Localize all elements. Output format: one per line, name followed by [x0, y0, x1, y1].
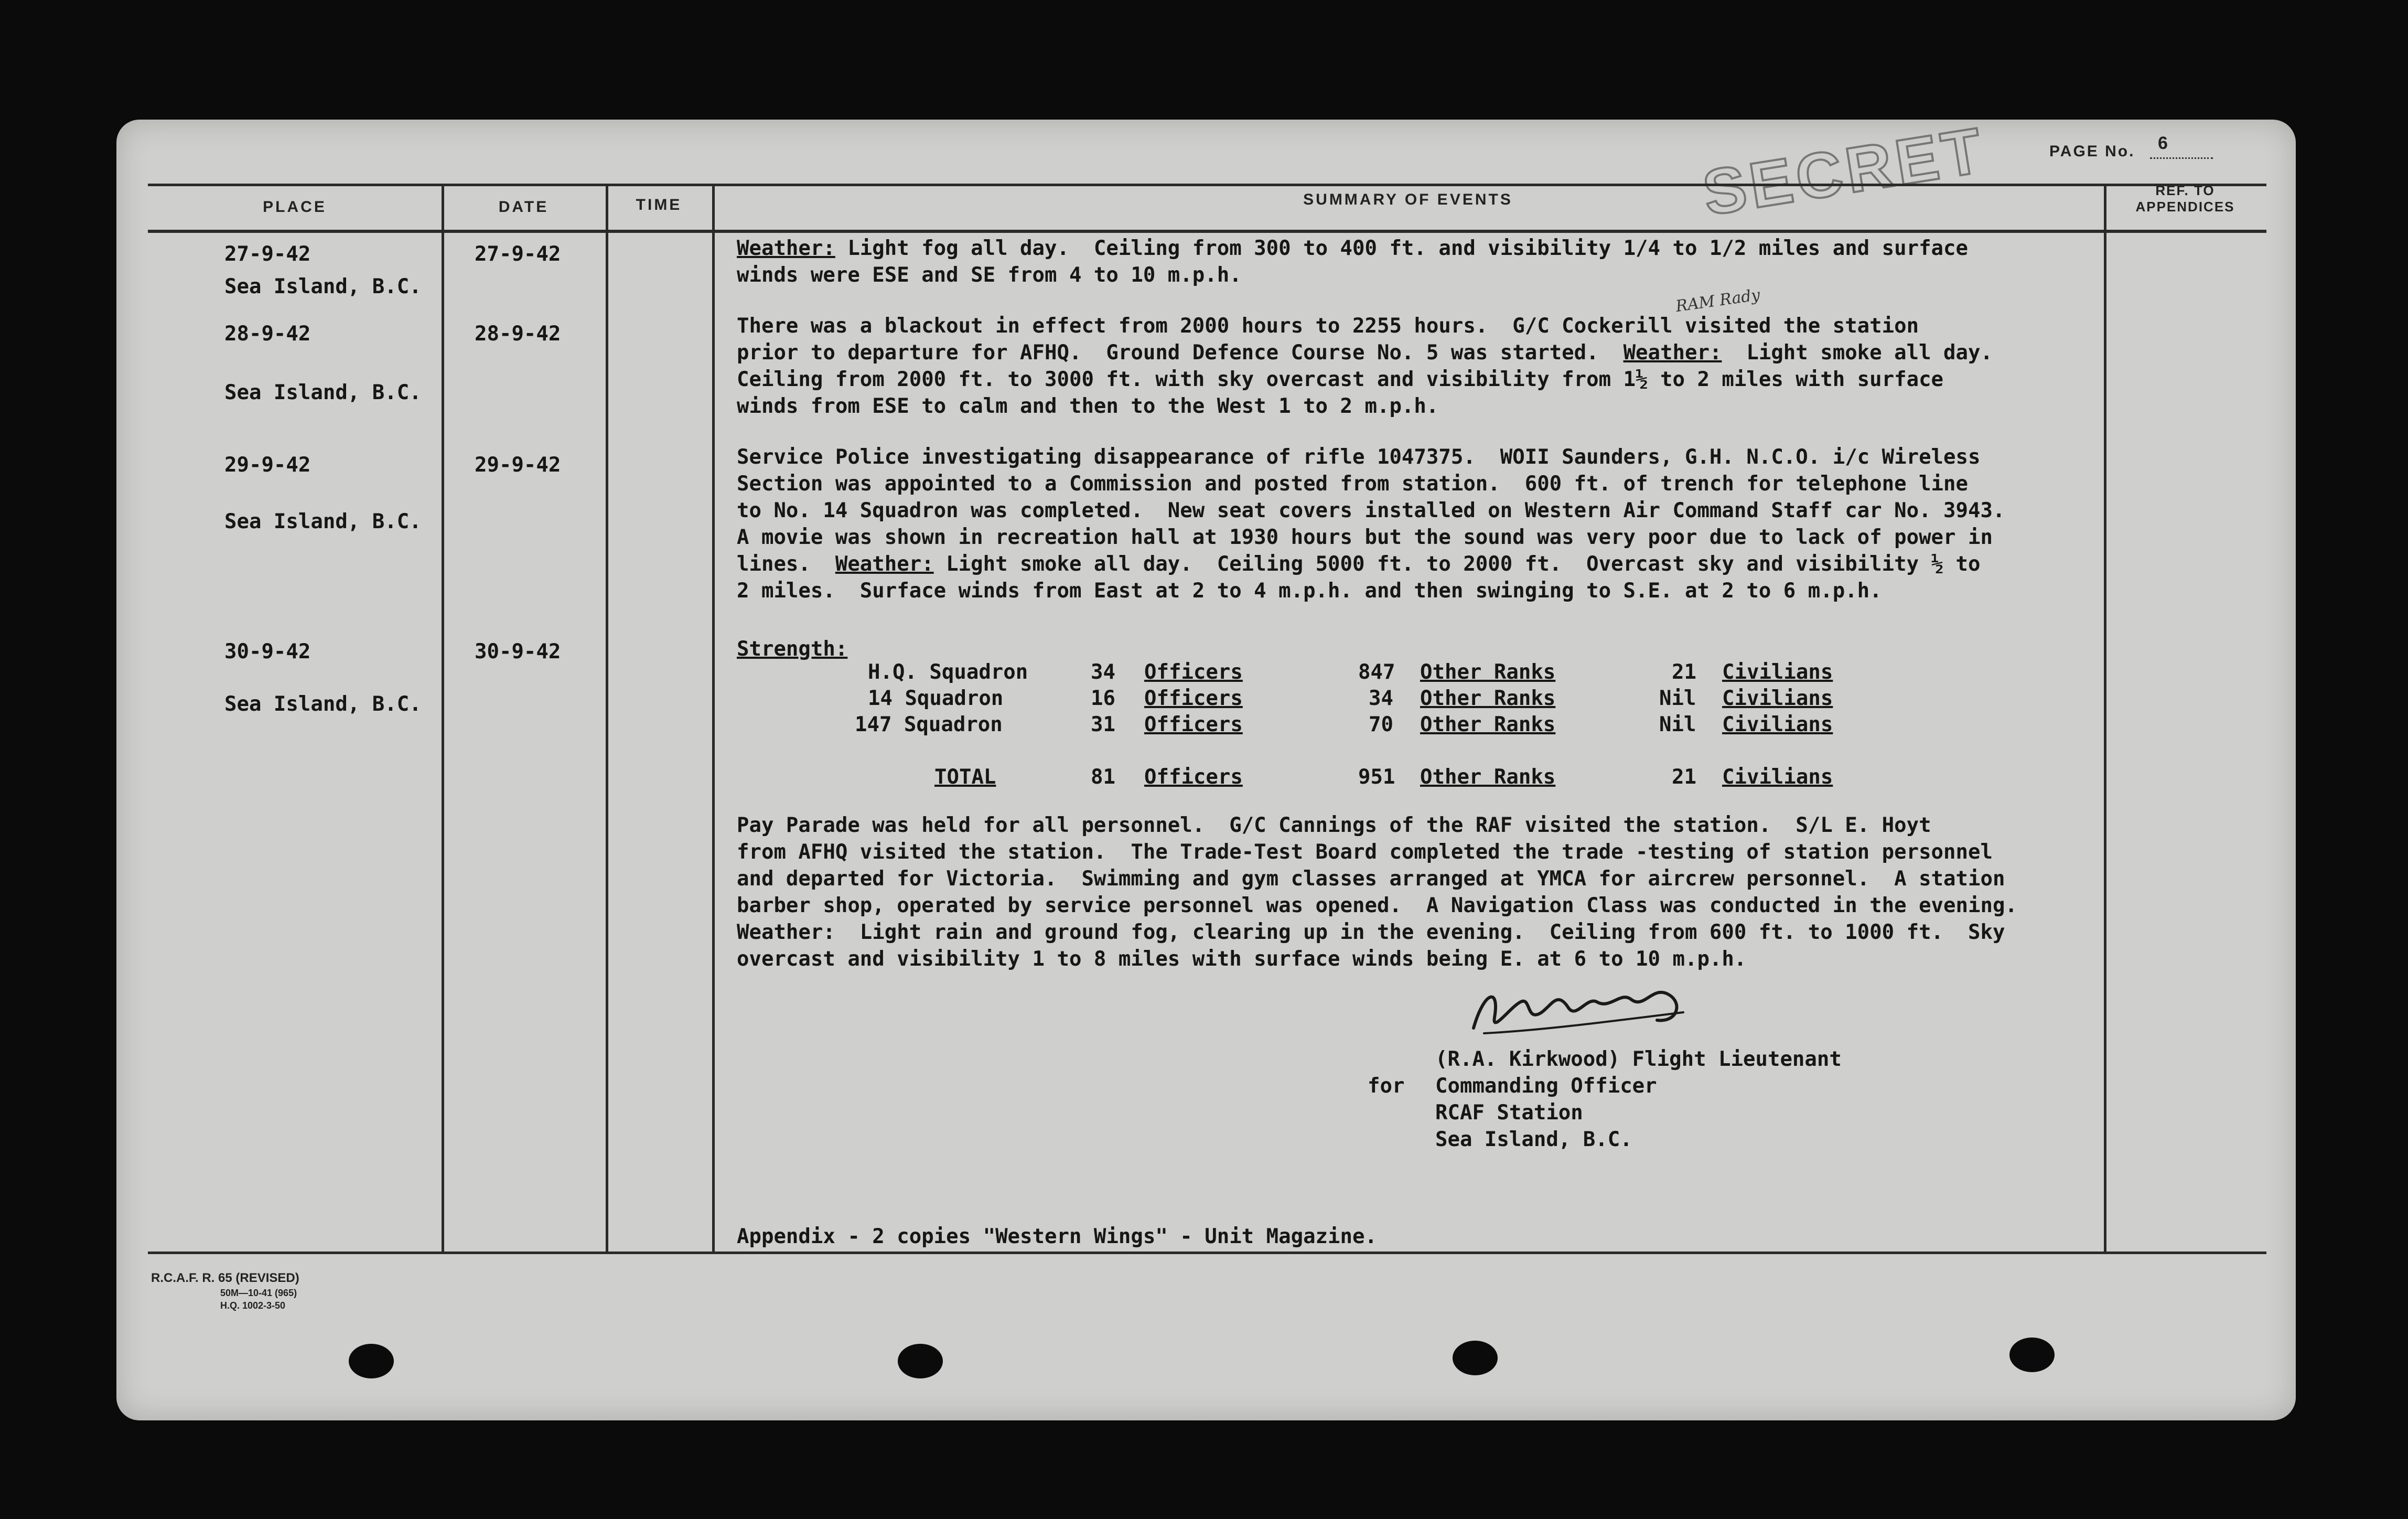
strength-officers: 16 — [1091, 687, 1115, 710]
signature-for: for — [1368, 1074, 1405, 1098]
form-hq-code: H.Q. 1002-3-50 — [220, 1300, 286, 1311]
strength-unit: 14 Squadron — [868, 687, 1004, 710]
strength-officers-label: Officers — [1144, 687, 1243, 710]
table-bottom-rule — [148, 1251, 2266, 1254]
summary-text: winds from ESE to calm and then to the West 1 to 2 m.p.h. — [737, 394, 1439, 418]
summary-text: winds were ESE and SE from 4 to 10 m.p.h. — [737, 263, 1242, 287]
entry-4-place-date: 30-9-42 — [224, 640, 311, 664]
strength-officers: 31 — [1091, 713, 1115, 736]
handwritten-signature — [1463, 970, 1704, 1049]
strength-civilians: Nil — [1659, 687, 1696, 710]
strength-unit: H.Q. Squadron — [868, 660, 1028, 684]
date-column-header: DATE — [498, 198, 549, 216]
summary-column-header: SUMMARY OF EVENTS — [1303, 191, 1513, 208]
strength-civilians-label: Civilians — [1722, 660, 1833, 684]
weather-label: Weather: — [1623, 341, 1722, 365]
page-number-rule — [2150, 157, 2213, 159]
signature-name-line: (R.A. Kirkwood) Flight Lieutenant — [1435, 1047, 1842, 1071]
strength-civilians-label: Civilians — [1722, 713, 1833, 736]
weather-label: Weather: — [835, 552, 934, 576]
entry-2-date: 28-9-42 — [475, 322, 561, 346]
summary-text: Pay Parade was held for all personnel. G/C Cannings of the RAF visited the station. S/L E. Hoyt — [737, 814, 1931, 837]
binder-hole — [898, 1344, 943, 1378]
summary-text: Light smoke all day. — [1722, 341, 1993, 365]
handwritten-annotation: RAM Rady — [1674, 285, 1761, 316]
form-number: R.C.A.F. R. 65 (REVISED) — [151, 1271, 299, 1285]
page-number: 6 — [2158, 133, 2169, 153]
strength-civilians: 21 — [1672, 660, 1696, 684]
summary-entry-1 — [737, 235, 1968, 288]
strength-total-civilians-label: Civilians — [1722, 765, 1833, 789]
strength-unit: 147 Squadron — [855, 713, 1003, 736]
place-column-header: PLACE — [263, 198, 327, 216]
summary-text: overcast and visibility 1 to 8 miles with surface winds being E. at 6 to 10 m.p.h. — [737, 947, 1747, 971]
ref-column-header — [2104, 183, 2266, 215]
summary-text: from AFHQ visited the station. The Trade-Test Board completed the trade -testing of station personnel — [737, 840, 1993, 864]
summary-text: barber shop, operated by service personnel was opened. A Navigation Class was conducted in the evening. — [737, 894, 2017, 917]
strength-ranks: 847 — [1358, 660, 1395, 684]
time-summary-divider — [712, 184, 715, 1251]
entry-3-date: 29-9-42 — [475, 453, 561, 477]
entry-1-place: Sea Island, B.C. — [224, 275, 422, 298]
appendix-note: Appendix - 2 copies "Western Wings" - Unit Magazine. — [737, 1225, 1377, 1248]
summary-entry-3 — [737, 444, 2005, 604]
entry-3-place: Sea Island, B.C. — [224, 510, 422, 533]
entry-3-place-date: 29-9-42 — [224, 453, 311, 477]
entry-1-place-date: 27-9-42 — [224, 242, 311, 266]
summary-text: Light fog all day. Ceiling from 300 to 400 ft. and visibility 1/4 to 1/2 miles and surface — [835, 237, 1969, 260]
strength-ranks: 34 — [1369, 687, 1393, 710]
ref-header-line-1: REF. TO — [2155, 183, 2215, 198]
binder-hole — [1453, 1341, 1498, 1375]
entry-4-place: Sea Island, B.C. — [224, 692, 422, 716]
entry-2-place-date: 28-9-42 — [224, 322, 311, 346]
summary-entry-2 — [737, 313, 1993, 420]
header-bottom-rule — [148, 230, 2266, 233]
ref-header-line-2: APPENDICES — [2135, 199, 2235, 215]
strength-civilians-label: Civilians — [1722, 687, 1833, 710]
header-top-rule — [148, 184, 2266, 186]
summary-text: Section was appointed to a Commission and posted from station. 600 ft. of trench for telephone line — [737, 472, 1968, 496]
summary-text: There was a blackout in effect from 2000 hours to 2255 hours. G/C Cockerill visited the station — [737, 314, 1919, 338]
summary-text: A movie was shown in recreation hall at 1930 hours but the sound was very poor due to lack of power in — [737, 526, 1993, 549]
time-column-header: TIME — [636, 196, 682, 213]
entry-4-date: 30-9-42 — [475, 640, 561, 664]
form-print-code: 50M—10-41 (965) — [220, 1288, 297, 1298]
page-number-label: PAGE No. — [2049, 143, 2135, 160]
signature-station: RCAF Station — [1435, 1101, 1583, 1125]
entry-1-date: 27-9-42 — [475, 242, 561, 266]
summary-text: to No. 14 Squadron was completed. New seat covers installed on Western Air Command Staff car No. 3943. — [737, 499, 2005, 522]
strength-ranks-label: Other Ranks — [1420, 687, 1556, 710]
strength-ranks: 70 — [1369, 713, 1393, 736]
strength-total-civilians: 21 — [1672, 765, 1696, 789]
strength-ranks-label: Other Ranks — [1420, 713, 1556, 736]
summary-text: and departed for Victoria. Swimming and gym classes arranged at YMCA for aircrew personnel. A station — [737, 867, 2005, 891]
strength-total-officers-label: Officers — [1144, 765, 1243, 789]
summary-text: lines. — [737, 552, 835, 576]
strength-label: Strength: — [737, 637, 848, 661]
strength-officers-label: Officers — [1144, 660, 1243, 684]
weather-label: Weather: — [737, 237, 835, 260]
strength-total-officers: 81 — [1091, 765, 1115, 789]
entry-2-place: Sea Island, B.C. — [224, 381, 422, 404]
summary-text: Weather: Light rain and ground fog, clearing up in the evening. Ceiling from 600 ft. to 1000 ft. Sky — [737, 921, 2005, 944]
binder-hole — [2009, 1338, 2055, 1372]
secret-stamp: SECRET — [1698, 114, 1991, 229]
strength-total-label: TOTAL — [934, 765, 996, 789]
signature-place: Sea Island, B.C. — [1435, 1128, 1632, 1151]
summary-ref-divider — [2104, 184, 2106, 1251]
date-time-divider — [606, 184, 608, 1251]
summary-text: Service Police investigating disappearance of rifle 1047375. WOII Saunders, G.H. N.C.O. i/c Wireless — [737, 445, 1981, 469]
summary-entry-4 — [737, 812, 2017, 972]
strength-ranks-label: Other Ranks — [1420, 660, 1556, 684]
place-date-divider — [442, 184, 444, 1251]
strength-civilians: Nil — [1659, 713, 1696, 736]
strength-total-ranks-label: Other Ranks — [1420, 765, 1556, 789]
summary-text: Light smoke all day. Ceiling 5000 ft. to 2000 ft. Overcast sky and visibility ½ to — [933, 552, 1981, 576]
summary-text: 2 miles. Surface winds from East at 2 to 4 m.p.h. and then swinging to S.E. at 2 to 6 m.p.h. — [737, 579, 1882, 603]
summary-text: prior to departure for AFHQ. Ground Defence Course No. 5 was started. — [737, 341, 1624, 365]
strength-officers: 34 — [1091, 660, 1115, 684]
strength-officers-label: Officers — [1144, 713, 1243, 736]
strength-total-ranks: 951 — [1358, 765, 1395, 789]
signature-title: Commanding Officer — [1435, 1074, 1657, 1098]
summary-text: Ceiling from 2000 ft. to 3000 ft. with sky overcast and visibility from 1½ to 2 miles with surface — [737, 368, 1944, 391]
binder-hole — [349, 1344, 394, 1378]
